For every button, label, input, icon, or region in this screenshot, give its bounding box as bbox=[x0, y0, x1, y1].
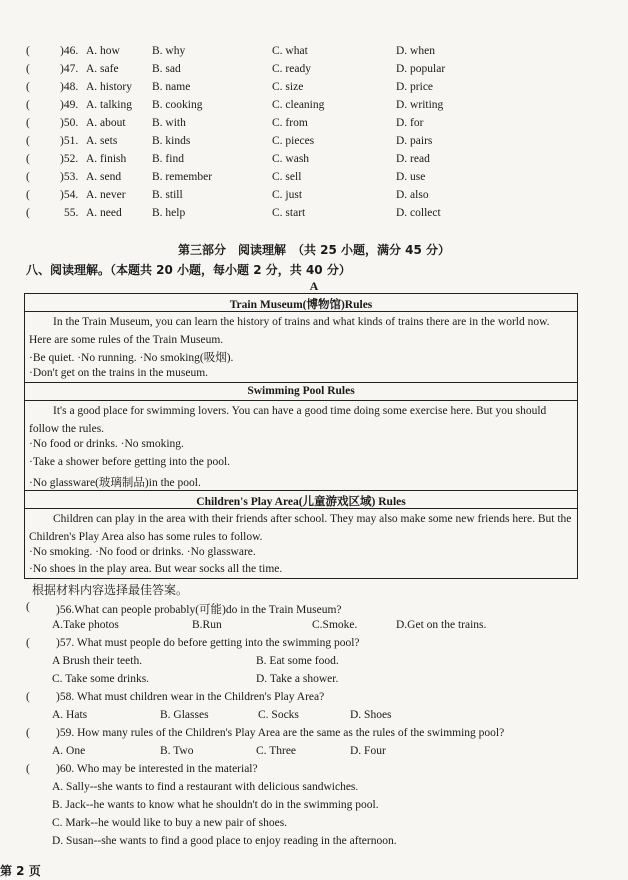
museum-rules bbox=[25, 294, 577, 312]
option-b: B. name bbox=[152, 81, 191, 93]
option-c: C. sell bbox=[272, 171, 302, 183]
museum-intro: In the Train Museum, you can learn the history of trains and what kinds of trains there are in the world now. Here are some rules of the Train Museum. bbox=[29, 316, 550, 346]
cloze-row bbox=[26, 135, 616, 153]
option-d: D. popular bbox=[396, 63, 446, 75]
option-c: C.Smoke. bbox=[312, 619, 358, 631]
option-a: A. safe bbox=[86, 63, 119, 75]
option-a: A. Sally--she wants to find a restaurant with delicious sandwiches. bbox=[52, 781, 359, 793]
pool-rule-line: ·No food or drinks. ·No smoking. bbox=[29, 438, 184, 450]
reading-instruction: 根据材料内容选择最佳答案。 bbox=[32, 583, 189, 597]
option-b: B. Eat some food. bbox=[256, 655, 339, 667]
option-c: C. Take some drinks. bbox=[52, 673, 150, 685]
cloze-row bbox=[26, 207, 616, 225]
option-b: B. Two bbox=[160, 745, 194, 757]
option-c: C. cleaning bbox=[272, 99, 325, 111]
question-text: )58. What must children wear in the Children's Play Area? bbox=[56, 691, 325, 703]
option-d: D. for bbox=[396, 117, 424, 129]
option-c: C. wash bbox=[272, 153, 310, 165]
option-c: C. Mark--he would like to buy a new pair of shoes. bbox=[52, 817, 288, 829]
page-number: 第 2 页 bbox=[0, 864, 41, 878]
cloze-row bbox=[26, 153, 616, 171]
option-d: D. when bbox=[396, 45, 435, 57]
option-a: A. how bbox=[86, 45, 120, 57]
question-text: )56.What can people probably(可能)do in the Train Museum? bbox=[56, 604, 342, 616]
pool-intro: It's a good place for swimming lovers. You can have a good time doing some exercise here. But you should follow the rules. bbox=[29, 405, 547, 435]
option-b: B. help bbox=[152, 207, 186, 219]
answer-paren[interactable]: ( bbox=[26, 207, 30, 219]
divider bbox=[25, 400, 577, 401]
option-c: C. size bbox=[272, 81, 304, 93]
play-area-rule-line: ·No shoes in the play area. But wear socks all the time. bbox=[29, 563, 283, 575]
option-a: A. sets bbox=[86, 135, 118, 147]
option-a: A. history bbox=[86, 81, 132, 93]
question-number: )51. bbox=[60, 135, 79, 147]
option-a: A. talking bbox=[86, 99, 132, 111]
question-number: )48. bbox=[60, 81, 79, 93]
play-area-intro: Children can play in the area with their friends after school. They may also make some new friends here. But the Children's Play Area also has some rules to follow. bbox=[29, 513, 572, 543]
option-b: B. Jack--he wants to know what he shouldn't do in the swimming pool. bbox=[52, 799, 379, 811]
question-number: )49. bbox=[60, 99, 79, 111]
divider bbox=[25, 311, 577, 312]
play-area-rule-line: ·No smoking. ·No food or drinks. ·No glassware. bbox=[29, 546, 256, 558]
question-text: )57. What must people do before getting into the swimming pool? bbox=[56, 637, 360, 649]
option-d: D. Shoes bbox=[350, 709, 392, 721]
question-number: )46. bbox=[60, 45, 79, 57]
question-number: )54. bbox=[60, 189, 79, 201]
option-d: D. collect bbox=[396, 207, 441, 219]
answer-paren[interactable]: ( bbox=[26, 81, 30, 93]
option-b: B. with bbox=[152, 117, 186, 129]
option-b: B. why bbox=[152, 45, 186, 57]
cloze-row bbox=[26, 63, 616, 81]
option-b: B. kinds bbox=[152, 135, 191, 147]
option-a: A Brush their teeth. bbox=[52, 655, 143, 667]
answer-paren[interactable]: ( bbox=[26, 153, 30, 165]
museum-rules-title: Train Museum(博物馆)Rules bbox=[229, 299, 373, 311]
option-b: B. Glasses bbox=[160, 709, 209, 721]
option-a: A. never bbox=[86, 189, 126, 201]
option-a: A. about bbox=[86, 117, 126, 129]
option-d: D. Take a shower. bbox=[256, 673, 339, 685]
answer-paren[interactable]: ( bbox=[26, 189, 30, 201]
option-d: D. price bbox=[396, 81, 434, 93]
play-area-rules-title: Children's Play Area(儿童游戏区域) Rules bbox=[196, 496, 406, 508]
answer-paren[interactable]: ( bbox=[26, 63, 30, 75]
section-title: 第三部分 阅读理解 （共 25 小题，满分 45 分） bbox=[177, 243, 451, 257]
museum-rule-line: ·Be quiet. ·No running. ·No smoking(吸烟). bbox=[29, 352, 234, 364]
answer-paren[interactable]: ( bbox=[26, 117, 30, 129]
option-c: C. Socks bbox=[258, 709, 299, 721]
option-c: C. pieces bbox=[272, 135, 315, 147]
option-b: B.Run bbox=[192, 619, 222, 631]
pool-rules-title: Swimming Pool Rules bbox=[247, 385, 355, 397]
option-d: D. use bbox=[396, 171, 426, 183]
passage-label: A bbox=[309, 279, 319, 293]
answer-paren[interactable]: ( bbox=[26, 45, 30, 57]
option-c: C. ready bbox=[272, 63, 311, 75]
option-d: D. pairs bbox=[396, 135, 433, 147]
question-number: )53. bbox=[60, 171, 79, 183]
option-b: B. find bbox=[152, 153, 184, 165]
cloze-row bbox=[26, 45, 616, 63]
option-d: D. Four bbox=[350, 745, 386, 757]
option-c: C. Three bbox=[256, 745, 297, 757]
divider bbox=[25, 508, 577, 509]
answer-paren[interactable]: ( bbox=[26, 135, 30, 147]
answer-paren[interactable]: ( bbox=[26, 637, 30, 649]
pool-rule-line: ·Take a shower before getting into the pool. bbox=[29, 456, 231, 468]
cloze-row bbox=[26, 189, 616, 207]
option-c: C. just bbox=[272, 189, 303, 201]
option-d: D. Susan--she wants to find a good place to enjoy reading in the afternoon. bbox=[52, 835, 397, 847]
option-c: C. what bbox=[272, 45, 308, 57]
option-d: D. writing bbox=[396, 99, 444, 111]
option-b: B. cooking bbox=[152, 99, 203, 111]
option-d: D.Get on the trains. bbox=[396, 619, 487, 631]
answer-paren[interactable]: ( bbox=[26, 99, 30, 111]
answer-paren[interactable]: ( bbox=[26, 691, 30, 703]
option-a: A. send bbox=[86, 171, 122, 183]
option-a: A.Take photos bbox=[52, 619, 119, 631]
rules-table bbox=[24, 293, 578, 579]
answer-paren[interactable]: ( bbox=[26, 727, 30, 739]
option-a: A. Hats bbox=[52, 709, 88, 721]
question-text: )59. How many rules of the Children's Play Area are the same as the rules of the swimming pool? bbox=[56, 727, 505, 739]
option-b: B. sad bbox=[152, 63, 181, 75]
question-number: )52. bbox=[60, 153, 79, 165]
play-area-rules bbox=[25, 491, 577, 509]
answer-paren[interactable]: ( bbox=[26, 763, 30, 775]
answer-paren[interactable]: ( bbox=[26, 601, 30, 613]
option-c: C. start bbox=[272, 207, 306, 219]
cloze-row bbox=[26, 99, 616, 117]
option-a: A. need bbox=[86, 207, 122, 219]
cloze-row bbox=[26, 171, 616, 189]
question-text: )60. Who may be interested in the material? bbox=[56, 763, 258, 775]
section-subtitle: 八、阅读理解。（本题共 20 小题，每小题 2 分，共 40 分） bbox=[26, 263, 351, 277]
pool-rule-line: ·No glassware(玻璃制品)in the pool. bbox=[29, 477, 201, 489]
option-d: D. also bbox=[396, 189, 429, 201]
option-d: D. read bbox=[396, 153, 430, 165]
answer-paren[interactable]: ( bbox=[26, 171, 30, 183]
museum-rule-line: ·Don't get on the trains in the museum. bbox=[29, 367, 209, 379]
option-b: B. still bbox=[152, 189, 183, 201]
question-number: 55. bbox=[64, 207, 79, 219]
pool-rules bbox=[25, 383, 577, 397]
question-number: )47. bbox=[60, 63, 79, 75]
option-a: A. finish bbox=[86, 153, 127, 165]
option-a: A. One bbox=[52, 745, 86, 757]
question-number: )50. bbox=[60, 117, 79, 129]
option-c: C. from bbox=[272, 117, 308, 129]
option-b: B. remember bbox=[152, 171, 213, 183]
cloze-row bbox=[26, 117, 616, 135]
cloze-row bbox=[26, 81, 616, 99]
